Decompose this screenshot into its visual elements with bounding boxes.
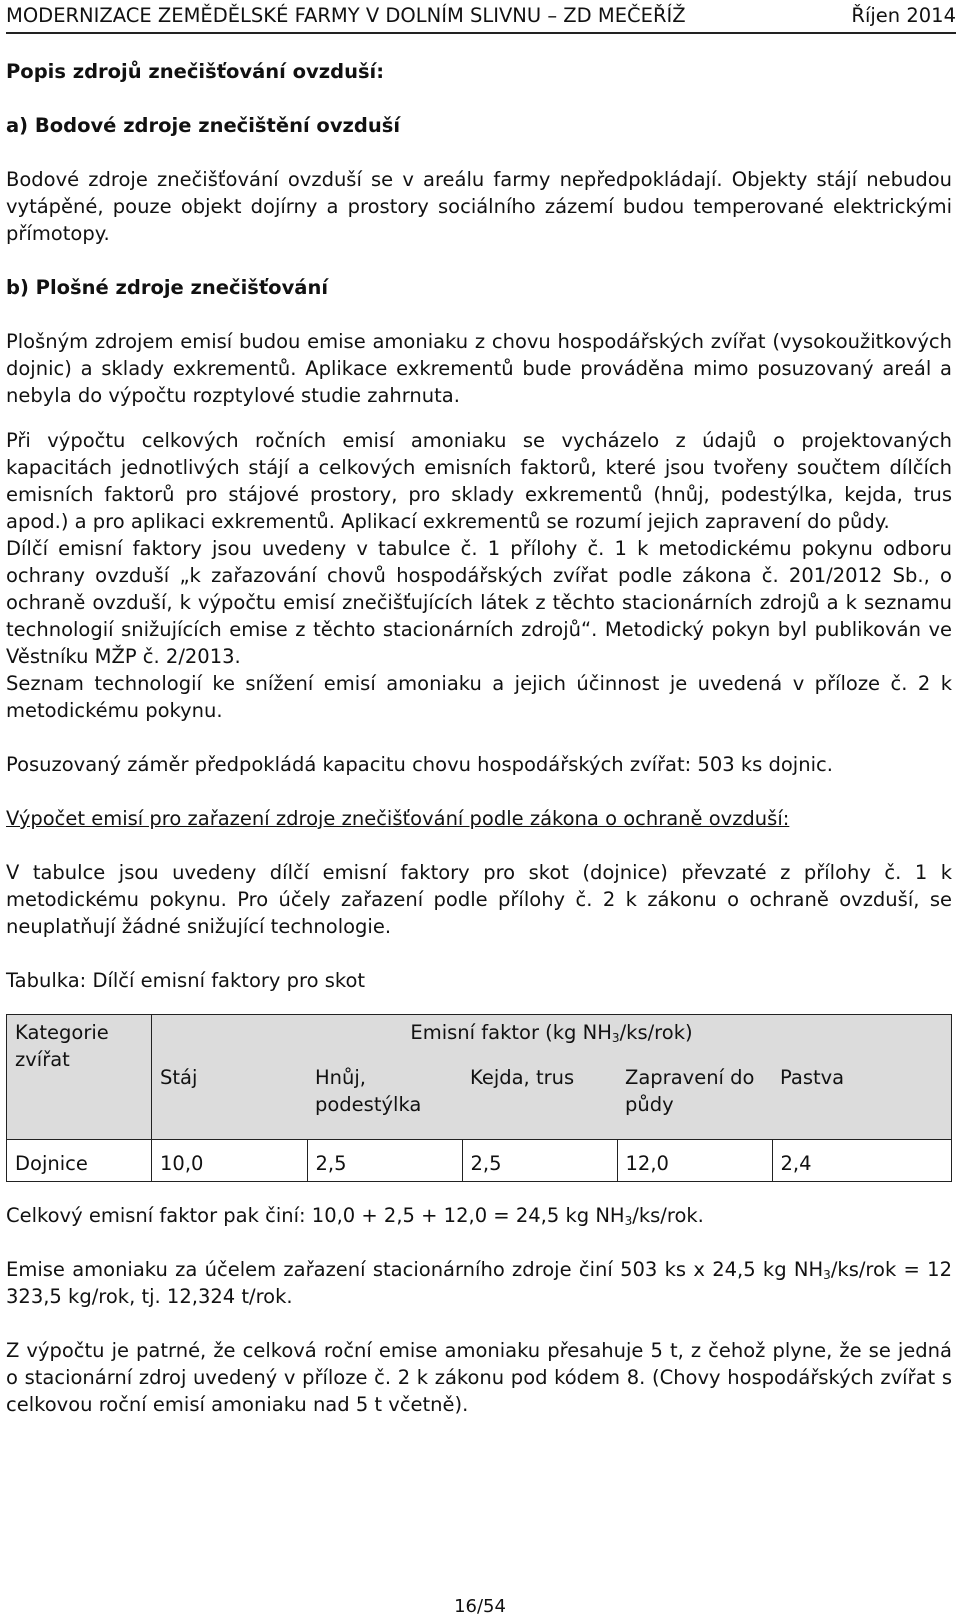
section-heading-a: a) Bodové zdroje znečištění ovzduší — [6, 114, 401, 137]
paragraph-emise — [6, 1256, 952, 1310]
emise-sub: 3 — [823, 1268, 831, 1283]
header-date: Říjen 2014 — [851, 4, 956, 27]
col-header-kejda: Kejda, trus — [462, 1060, 617, 1140]
table-corner-cell: Kategorie zvířat — [7, 1015, 152, 1140]
paragraph-total — [6, 1202, 952, 1229]
span-header-unit: /ks/rok) — [619, 1021, 693, 1044]
cell-zapraveni: 12,0 — [617, 1140, 772, 1182]
paragraph-5: V tabulce jsou uvedeny dílčí emisní faktory pro skot (dojnice) převzaté z přílohy č. 1 k metodickému pokynu. Pro účely zařazení podle přílohy č. 2 k zákonu o ochraně ovzduší, se neuplatňují žádné snižující technologie. — [6, 861, 952, 938]
span-header-sub: 3 — [611, 1031, 620, 1046]
col-header-staj: Stáj — [152, 1060, 308, 1140]
row-label-dojnice: Dojnice — [7, 1140, 152, 1182]
total-unit: /ks/rok. — [632, 1204, 704, 1227]
cell-staj: 10,0 — [152, 1140, 308, 1182]
emission-factor-table — [6, 1014, 952, 1182]
total-sub: 3 — [624, 1214, 633, 1229]
page-number: 16/54 — [454, 1596, 506, 1617]
paragraph-b: Plošným zdrojem emisí budou emise amoniaku z chovu hospodářských zvířat (vysokoužitkových dojnic) a sklady exkrementů. Aplikace exkrementů bude prováděna mimo posuzovaný areál a nebyla do výpočtu rozptylové studie zahrnuta. — [6, 330, 952, 407]
col-header-zapraveni: Zapravení do půdy — [617, 1060, 772, 1140]
col-header-pastva: Pastva — [772, 1060, 952, 1140]
paragraph-4: Posuzovaný záměr předpokládá kapacitu chovu hospodářských zvířat: 503 ks dojnic. — [6, 753, 833, 776]
cell-pastva: 2,4 — [772, 1140, 952, 1182]
cell-hnuj: 2,5 — [307, 1140, 462, 1182]
span-header-text: Emisní faktor (kg NH — [410, 1021, 612, 1044]
col-header-hnuj: Hnůj, podestýlka — [307, 1060, 462, 1140]
table-span-header — [152, 1015, 952, 1060]
paragraph-2: Dílčí emisní faktory jsou uvedeny v tabulce č. 1 přílohy č. 1 k metodickému pokynu odboru ochrany ovzduší „k zařazování chovů hospodářských zvířat podle zákona č. 201/2012 Sb., o ochraně ovzduší, k výpočtu emisí znečišťujících látek z těchto stacionárních zdrojů a k seznamu technologií snižujících emise z těchto stacionárních zdrojů“. Metodický pokyn byl publikován ve Věstníku MŽP č. 2/2013. — [6, 537, 952, 668]
section-heading-b: b) Plošné zdroje znečišťování — [6, 276, 329, 299]
paragraph-final: Z výpočtu je patrné, že celková roční emise amoniaku přesahuje 5 t, z čehož plyne, že se jedná o stacionární zdroj uvedený v příloze č. 2 k zákonu pod kódem 8. (Chovy hospodářských zvířat s celkovou roční emisí amoniaku nad 5 t včetně). — [6, 1339, 952, 1416]
paragraph-3: Seznam technologií ke snížení emisí amoniaku a jejich účinnost je uvedená v příloze č. 2 k metodickému pokynu. — [6, 672, 952, 722]
header-title: MODERNIZACE ZEMĚDĚLSKÉ FARMY V DOLNÍM SLIVNU – ZD MEČEŘÍŽ — [6, 4, 686, 27]
paragraph-a: Bodové zdroje znečišťování ovzduší se v areálu farmy nepředpokládají. Objekty stájí nebudou vytápěné, pouze objekt dojírny a prostory sociálního zázemí budou temperované elektrickými přímotopy. — [6, 168, 952, 245]
table-caption: Tabulka: Dílčí emisní faktory pro skot — [6, 969, 366, 992]
page-content — [6, 58, 952, 1418]
total-text: Celkový emisní faktor pak činí: 10,0 + 2,5 + 12,0 = 24,5 kg NH — [6, 1204, 625, 1227]
cell-kejda: 2,5 — [462, 1140, 617, 1182]
emise-text: Emise amoniaku za účelem zařazení stacionárního zdroje činí 503 ks x 24,5 kg NH — [6, 1258, 824, 1281]
paragraph-1: Při výpočtu celkových ročních emisí amoniaku se vycházelo z údajů o projektovaných kapacitách jednotlivých stájí a celkových emisních faktorů, které jsou tvořeny součtem dílčích emisních faktorů pro stájové prostory, pro sklady exkrementů (hnůj, podestýlka, kejda, trus apod.) a pro aplikaci exkrementů. Aplikací exkrementů se rozumí jejich zapravení do půdy. — [6, 429, 952, 533]
section-heading-popis: Popis zdrojů znečišťování ovzduší: — [6, 60, 385, 83]
emise-unit: /ks/rok = 12 323,5 kg/rok, tj. 12,324 t/rok. — [6, 1258, 952, 1308]
page-header — [6, 2, 956, 34]
calc-heading: Výpočet emisí pro zařazení zdroje znečišťování podle zákona o ochraně ovzduší: — [6, 807, 790, 830]
